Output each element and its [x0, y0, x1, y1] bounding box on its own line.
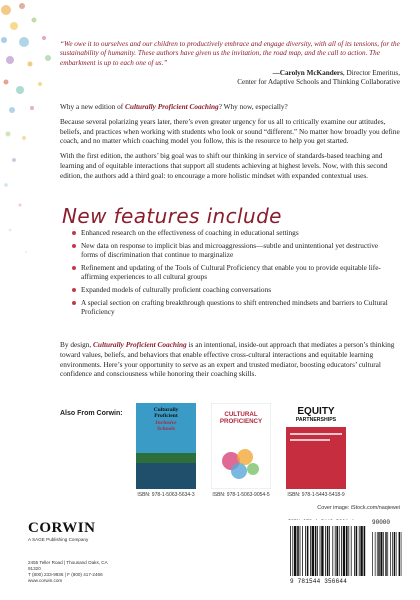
barcode-bar	[401, 532, 402, 576]
intro-paragraph-urgency: Because several polarizing years later, there’s even greater urgency for us all to critically examine our attitudes, beliefs, and practices when working with students who look or sound “different.” No matter how broadly you define coach, and no matter which coaching model you follow, this is the resource to help you get started.	[60, 116, 400, 146]
book-isbn: ISBN: 978-1-5443-5418-9	[287, 492, 345, 498]
address-line: 2455 Teller Road | Thousand Oaks, CA 91320	[28, 560, 108, 571]
publisher-tagline: A SAGE Publishing Company	[28, 537, 89, 542]
closing-lead: By design,	[60, 340, 94, 349]
quote-organization: Center for Adaptive Schools and Thinking Collaborative	[237, 78, 400, 87]
book-cover-equity-partnerships	[286, 403, 346, 489]
barcode-bar	[332, 526, 333, 576]
quote-role: , Director Emeritus,	[342, 68, 400, 77]
barcode-bar	[292, 526, 293, 576]
publisher-name: CORWIN	[28, 520, 96, 536]
book-isbn: ISBN: 978-1-5063-9054-5	[212, 492, 270, 498]
feature-item: Refinement and updating of the Tools of Cultural Proficiency that enable you to provide equitable life-affirming experiences to all cultural groups	[72, 263, 392, 282]
barcode-bar	[377, 532, 378, 576]
feature-item: Enhanced research on the effectiveness of coaching in educational settings	[72, 228, 392, 238]
intro-question	[60, 102, 400, 112]
barcode-bar	[327, 526, 329, 576]
barcode-bar	[394, 532, 395, 576]
feature-item: A special section on crafting breakthrough questions to shift entrenched mindsets and barriers to Cultural Proficiency	[72, 298, 392, 317]
barcode-bar	[310, 526, 311, 576]
cover-image-credit: Cover image: iStock.com/naqiewei	[317, 505, 400, 511]
book-title-line: Inclusive	[155, 419, 177, 426]
book-cover-inclusive-schools	[136, 403, 196, 489]
barcode-bar	[317, 526, 318, 576]
quote-attribution	[60, 69, 400, 78]
barcode-bar	[297, 526, 299, 576]
book-title-inline: Culturally Proficient Coaching	[125, 102, 219, 111]
endorsement-quote	[60, 40, 400, 87]
intro-paragraph-goals: With the first edition, the authors’ big goal was to shift our thinking in service of standards-based teaching and learning and of equitable interactions that support all students achieving at highest levels. Now, with this second edition, the authors add a third goal: to encourage a more holistic mindset with expanded contextual uses.	[60, 151, 388, 180]
barcode-bar	[375, 532, 376, 576]
address-line: www.corwin.com	[28, 578, 63, 583]
barcode-bar	[312, 526, 314, 576]
quote-author: —Carolyn McKanders	[272, 68, 343, 77]
closing-paragraph	[60, 340, 400, 379]
intro-text	[60, 102, 400, 186]
barcode-bar	[339, 526, 340, 576]
barcode-digits: 9 781544 356644	[290, 578, 348, 585]
book-title-line: Schools	[156, 426, 176, 433]
book-title	[286, 406, 346, 423]
barcode-bar	[325, 526, 326, 576]
barcode-bar	[335, 526, 336, 576]
barcode-bar	[348, 526, 349, 576]
book-title-line: PROFICIENCY	[219, 418, 263, 425]
barcode-bar	[302, 526, 303, 576]
barcode-bar	[399, 532, 400, 576]
book-title-line: EQUITY	[297, 406, 335, 417]
barcode-bar	[321, 526, 323, 576]
book-title-line: PARTNERSHIPS	[295, 417, 337, 423]
closing-body: is an intentional, inside-out approach that mediates a person’s thinking toward values, beliefs, and behaviors that enable effective cross-cultural interactions and equitable learning environments. Here’s your opportunity to serve as an expert and trusted mediator, boosting educators’ cultural confidence and consciousness while honoring their coaching skills.	[60, 340, 395, 379]
corwin-logo	[28, 520, 108, 542]
barcode-bar	[336, 526, 338, 576]
barcode-bar	[392, 532, 393, 576]
barcode-bar	[329, 526, 330, 576]
barcode-bar	[320, 526, 321, 576]
barcode-bar	[380, 532, 382, 576]
barcode-bar	[307, 526, 309, 576]
book-title-line: CULTURAL	[224, 411, 258, 418]
barcode-bar	[359, 526, 360, 576]
barcode-bar	[290, 526, 291, 576]
barcode-bar	[356, 526, 358, 576]
barcode-bar	[378, 532, 379, 576]
barcode-bar	[372, 532, 373, 576]
barcode-bar	[305, 526, 306, 576]
book-title-inline: Culturally Proficient Coaching	[93, 340, 187, 349]
book-title-line: Culturally	[153, 407, 179, 413]
barcode-bar	[315, 526, 317, 576]
also-from-label: Also From Corwin:	[60, 410, 123, 417]
new-features-heading: New features include	[62, 204, 282, 228]
barcode-image	[288, 520, 406, 580]
barcode-bar	[341, 526, 342, 576]
barcode-bar	[351, 526, 352, 576]
barcode-bar	[383, 532, 384, 576]
publisher-address	[28, 560, 118, 584]
barcode-bar	[364, 526, 366, 576]
intro-question-tail: ? Why now, especially?	[218, 102, 288, 111]
barcode-bar	[354, 526, 355, 576]
barcode-bar	[294, 526, 296, 576]
book-isbn: ISBN: 978-1-5063-5634-3	[137, 492, 195, 498]
book-title	[136, 407, 196, 433]
book-title-line: Proficient	[154, 413, 178, 420]
barcode-price-code: 90000	[372, 519, 391, 526]
barcode-bar	[390, 532, 391, 576]
feature-item: Expanded models of culturally proficient coaching conversations	[72, 285, 392, 295]
barcode-bar	[300, 526, 301, 576]
address-line: T (800) 233-9936 | F (800) 417-2466	[28, 572, 103, 577]
barcode-bar	[346, 526, 348, 576]
book-cover-cultural-proficiency	[211, 403, 271, 489]
new-features-list	[72, 228, 392, 320]
intro-question-lead: Why a new edition of	[60, 102, 126, 111]
barcode-bar	[385, 532, 386, 576]
barcode-bar	[360, 526, 362, 576]
feature-item: New data on response to implicit bias and microaggressions—subtle and unintentional yet destructive forms of discrimination that continue to marginalize	[72, 241, 392, 260]
barcode-bar	[343, 526, 345, 576]
barcode-bar	[387, 532, 388, 576]
book-title	[211, 411, 271, 425]
barcode-bar	[396, 532, 397, 576]
quote-text: “We owe it to ourselves and our children to productively embrace and engage diversity, with all of its tensions, for the sustainability of humanity. These authors have given us the invitation, the road map, and the call to action. The embarkment is up to each one of us.”	[60, 40, 400, 67]
